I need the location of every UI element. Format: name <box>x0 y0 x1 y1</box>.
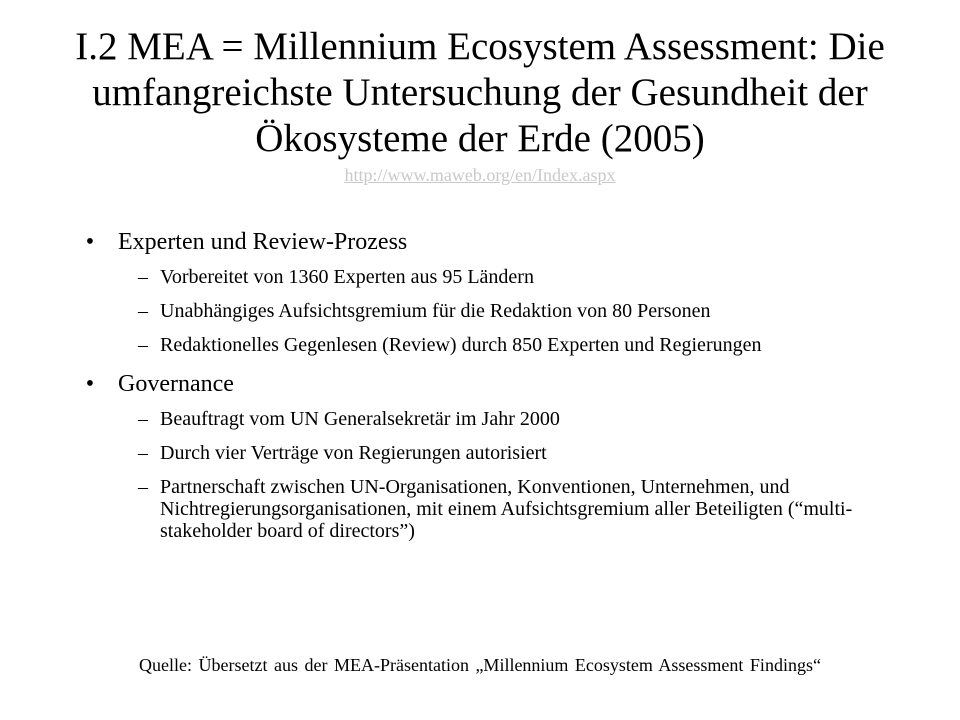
bullet-list <box>78 226 878 554</box>
sub-bullet-text: Beauftragt vom UN Generalsekretär im Jahr 2000 <box>160 408 560 430</box>
sub-bullet-text: Unabhängiges Aufsichtsgremium für die Redaktion von 80 Personen <box>160 300 711 322</box>
sub-bullet-marker: – <box>138 408 148 430</box>
sub-bullet-marker: – <box>138 334 148 356</box>
bullet-item <box>78 226 878 258</box>
sub-bullet-item <box>78 300 878 322</box>
bullet-marker: • <box>85 229 95 255</box>
sub-bullet-marker: – <box>138 476 148 498</box>
title-line-3: Ökosysteme der Erde (2005) <box>255 117 705 160</box>
bullet-marker: • <box>85 371 95 397</box>
sub-bullet-text: Partnerschaft zwischen UN-Organisationen, Konventionen, Unternehmen, und Nichtregierungsorganisationen, mit einem Aufsichtsgremium aller Beteiligten (“multi-stakeholder board of directors”) <box>160 476 853 542</box>
bullet-heading: Experten und Review-Prozess <box>118 229 408 255</box>
bullet-heading: Governance <box>118 371 234 397</box>
bullet-item <box>78 368 878 400</box>
title-line-1: I.2 MEA = Millennium Ecosystem Assessment: Die <box>75 25 885 68</box>
sub-bullet-item <box>78 334 878 356</box>
sub-bullet-item <box>78 266 878 288</box>
sub-bullet-item <box>78 476 878 542</box>
maweb-link[interactable]: http://www.maweb.org/en/Index.aspx <box>344 165 616 185</box>
sub-bullet-marker: – <box>138 300 148 322</box>
sub-bullet-marker: – <box>138 442 148 464</box>
title-line-2: umfangreichste Untersuchung der Gesundheit der <box>92 71 868 114</box>
sub-bullet-item <box>78 442 878 464</box>
sub-bullet-text: Vorbereitet von 1360 Experten aus 95 Ländern <box>160 266 534 288</box>
sub-bullet-marker: – <box>138 266 148 288</box>
sub-bullet-text: Durch vier Verträge von Regierungen autorisiert <box>160 442 547 464</box>
source-note: Quelle: Übersetzt aus der MEA-Präsentation „Millennium Ecosystem Assessment Findings“ <box>139 655 821 675</box>
slide-title <box>0 24 960 162</box>
title-block <box>0 24 960 186</box>
sub-bullet-item <box>78 408 878 430</box>
sub-bullet-text: Redaktionelles Gegenlesen (Review) durch 850 Experten und Regierungen <box>160 334 762 356</box>
